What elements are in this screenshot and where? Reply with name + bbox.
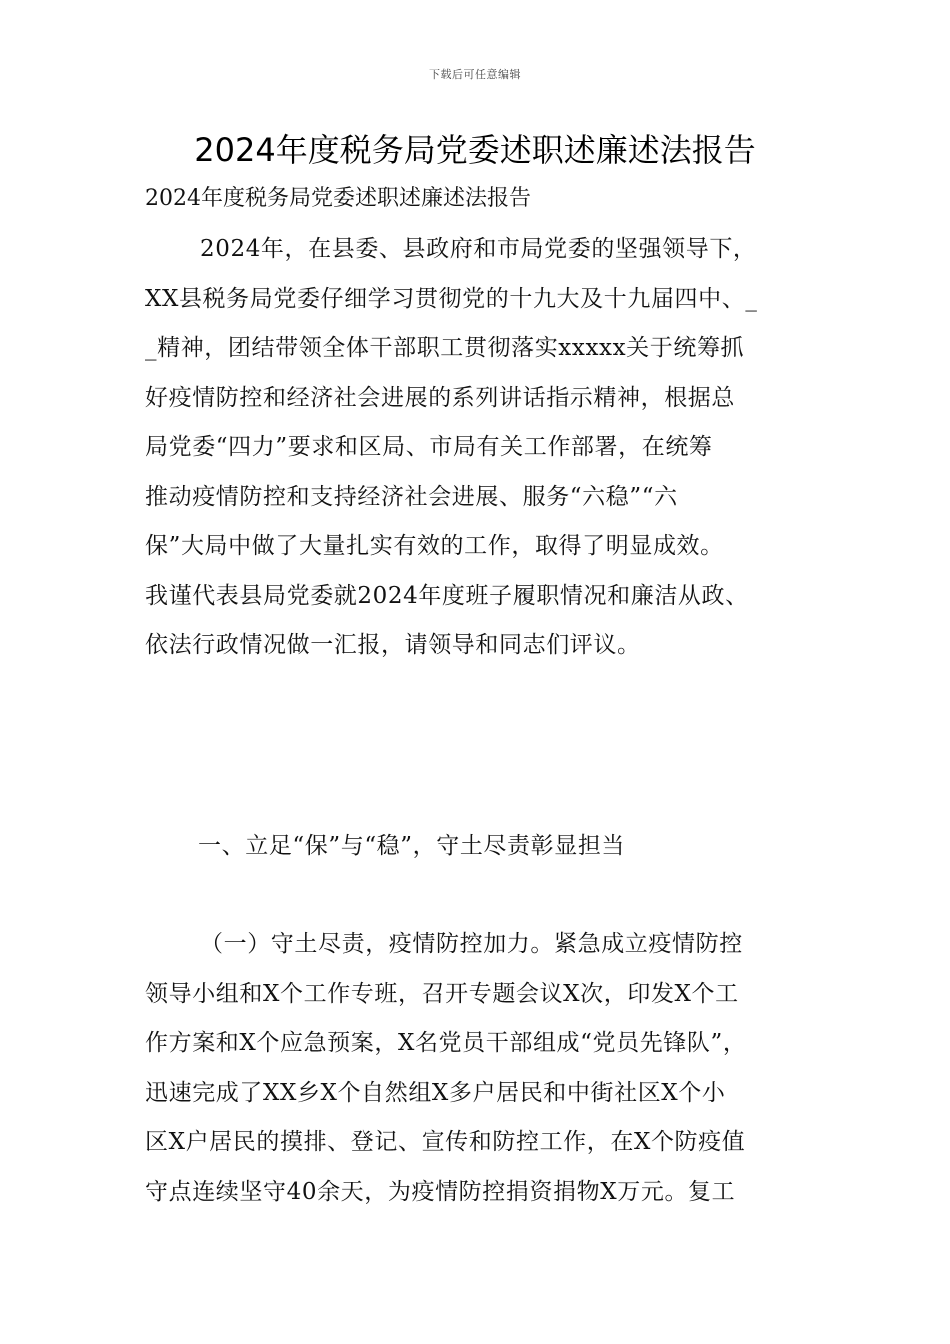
document-title: 2024年度税务局党委述职述廉述法报告: [194, 131, 756, 169]
paragraph-line: 迅速完成了XX乡X个自然组X多户居民和中街社区X个小: [145, 1079, 726, 1106]
section1-paragraph: [145, 920, 825, 1217]
header-note: 下载后可任意编辑: [429, 68, 521, 81]
paragraph-line: 保”大局中做了大量扎实有效的工作，取得了明显成效。: [145, 533, 724, 559]
document-subtitle: 2024年度税务局党委述职述廉述法报告: [145, 186, 531, 211]
paragraph-line: 守点连续坚守40余天，为疫情防控捐资捐物X万元。复工: [145, 1178, 736, 1205]
paragraph-line: 依法行政情况做一汇报，请领导和同志们评议。: [145, 632, 641, 658]
paragraph-line: 领导小组和X个工作专班，召开专题会议X次，印发X个工: [145, 980, 739, 1007]
intro-paragraph: [145, 225, 825, 671]
paragraph-line: （一）守土尽责，疫情防控加力。紧急成立疫情防控: [200, 931, 743, 957]
paragraph-line: 作方案和X个应急预案，X名党员干部组成“党员先锋队”，: [145, 1030, 747, 1056]
paragraph-line: 我谨代表县局党委就2024年度班子履职情况和廉洁从政、: [145, 582, 749, 609]
paragraph-line: XX县税务局党委仔细学习贯彻党的十九大及十九届四中、_: [145, 285, 758, 312]
section-heading: 一、立足“保”与“稳”，守土尽责彰显担当: [198, 833, 626, 859]
paragraph-line: _精神，团结带领全体干部职工贯彻落实xxxxx关于统筹抓: [145, 335, 745, 361]
paragraph-line: 区X户居民的摸排、登记、宣传和防控工作，在X个防疫值: [145, 1129, 746, 1155]
paragraph-line: 好疫情防控和经济社会进展的系列讲话指示精神，根据总: [145, 384, 735, 411]
paragraph-line: 推动疫情防控和支持经济社会进展、服务“六稳”“六: [145, 483, 678, 510]
paragraph-line: 局党委“四力”要求和区局、市局有关工作部署，在统筹: [145, 434, 713, 460]
paragraph-line: 2024年，在县委、县政府和市局党委的坚强领导下，: [200, 236, 757, 262]
